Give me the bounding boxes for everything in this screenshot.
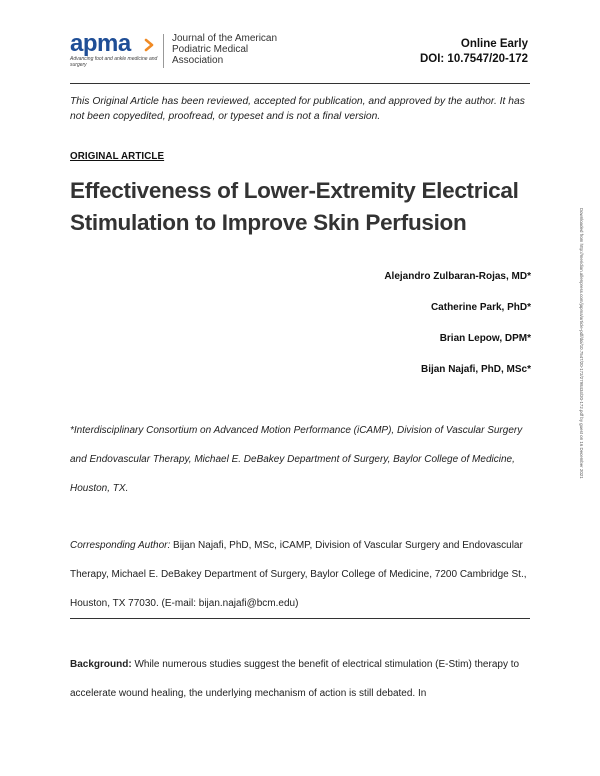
- online-early-label: Online Early: [460, 38, 528, 50]
- review-notice: This Original Article has been reviewed, accepted for publication, and approved by the author. It has not been copyedited, proofread, or typeset and is not a final version.: [70, 96, 525, 122]
- article-title: Effectiveness of Lower-Extremity Electrical Stimulation to Improve Skin Perfusion: [70, 178, 519, 235]
- logo-tagline: Advancing foot and ankle medicine and surgery: [70, 56, 158, 68]
- apma-logo: [70, 32, 280, 72]
- journal-name: Journal of the American Podiatric Medical Association: [172, 33, 278, 66]
- abstract-label: Background:: [70, 659, 132, 670]
- author-list: [384, 270, 531, 394]
- affiliation: *Interdisciplinary Consortium on Advanced Motion Performance (iCAMP), Division of Vascular Surgery and Endovascular Therapy, Michael E. DeBakey Department of Surgery, Baylor College of Medicine, Houston, TX.: [70, 425, 523, 494]
- header-divider: [70, 83, 530, 84]
- abstract-text: While numerous studies suggest the benefit of electrical stimulation (E-Stim) therapy to accelerate wound healing, the underlying mechanism of action is still debated. In: [70, 659, 520, 699]
- abstract-background: [70, 650, 540, 708]
- corresponding-label: Corresponding Author:: [70, 540, 171, 551]
- download-watermark: Downloaded from http://meridian.allenpress.com/japma/article-pdf/doi/10.7547/20-172/2798434/20-172.pdf by guest on 16 December 2021: [579, 208, 584, 479]
- corresponding-text: Bijan Najafi, PhD, MSc, iCAMP, Division of Vascular Surgery and Endovascular Therapy, Michael E. DeBakey Department of Surgery, Baylor College of Medicine, 7200 Cambridge St., Houston, TX 77030. (E-mail: bijan.najafi@bcm.edu): [70, 540, 527, 609]
- publication-info: [420, 37, 528, 67]
- doi-label: DOI: 10.7547/20-172: [419, 53, 528, 65]
- chevron-right-icon: [144, 38, 154, 52]
- author-3: Brian Lepow, DPM*: [439, 333, 531, 344]
- article-type: ORIGINAL ARTICLE: [70, 151, 165, 162]
- logo-divider: [163, 34, 164, 68]
- abstract-divider: [70, 618, 530, 619]
- author-1: Alejandro Zulbaran-Rojas, MD*: [384, 271, 531, 282]
- logo-wordmark: apma: [70, 30, 131, 57]
- author-4: Bijan Najafi, PhD, MSc*: [420, 364, 531, 375]
- corresponding-author: [70, 531, 540, 618]
- author-2: Catherine Park, PhD*: [430, 302, 531, 313]
